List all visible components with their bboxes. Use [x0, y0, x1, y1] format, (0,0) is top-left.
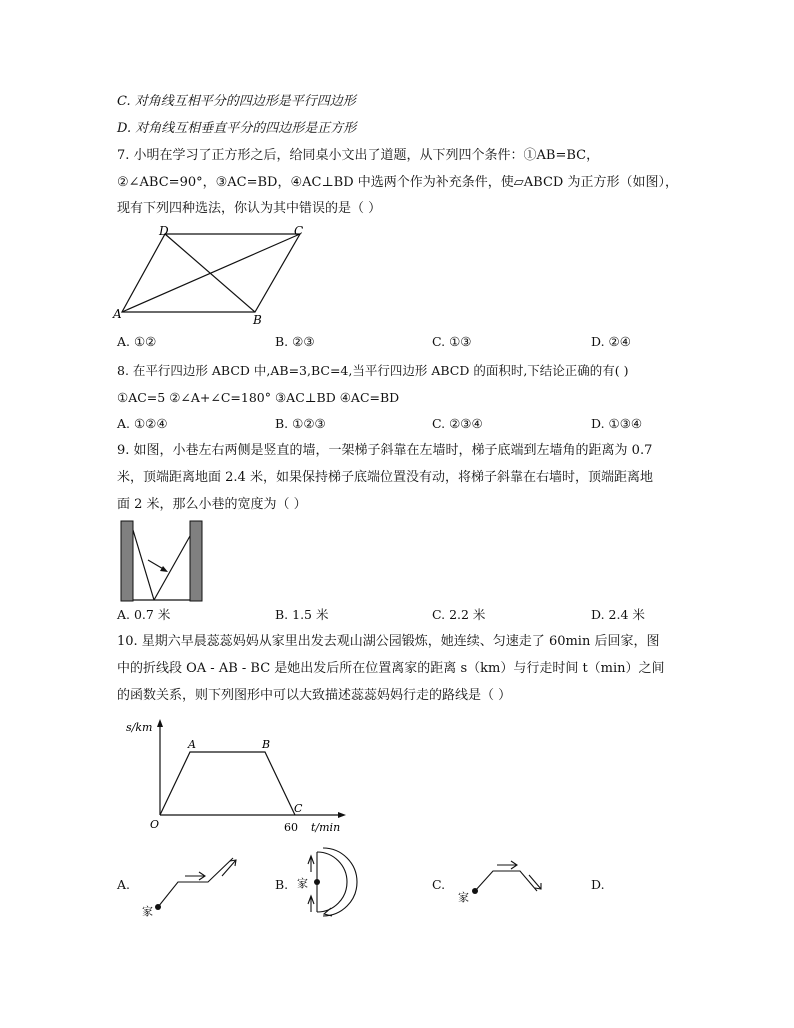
- right-wall: [190, 521, 202, 601]
- q9-line-2: 米，顶端距离地面 2.4 米，如果保持梯子底端位置没有动，将梯子斜靠在右墙时，顶端距离地: [117, 470, 653, 485]
- parallelogram-figure: [110, 222, 320, 332]
- vertex-label-b: B: [253, 313, 262, 327]
- y-axis-arrow-icon: [157, 719, 163, 727]
- route-c-figure: [455, 855, 550, 905]
- point-label-c: C: [294, 802, 303, 815]
- q10-option-a: A.: [117, 877, 131, 892]
- y-axis-label: s/km: [126, 721, 153, 734]
- q10-option-d: D.: [591, 877, 605, 892]
- q7-option-a: A. ①②: [117, 334, 157, 349]
- origin-label: O: [150, 818, 160, 831]
- q7-line-1: 7. 小明在学习了正方形之后，给同桌小文出了道题，从下列四个条件：①AB=BC，: [117, 148, 600, 163]
- vertex-label-d: D: [159, 224, 169, 238]
- home-label-b: 家: [297, 877, 308, 890]
- q7-option-d: D. ②④: [591, 334, 631, 349]
- q8-option-a: A. ①②④: [117, 416, 168, 431]
- x-axis-label: t/min: [311, 821, 341, 834]
- q10-line-2: 中的折线段 OA - AB - BC 是她出发后所在位置离家的距离 s（km）与行走时间 t（min）之间: [117, 661, 665, 676]
- vertex-label-a: A: [113, 307, 122, 321]
- point-label-a: A: [188, 738, 196, 751]
- home-label-c: 家: [458, 891, 469, 904]
- q8-option-c: C. ②③④: [432, 416, 483, 431]
- diagonal-bd: [165, 234, 255, 312]
- q10-line-3: 的函数关系，则下列图形中可以大致描述蕊蕊妈妈行走的路线是（ ）: [117, 688, 512, 703]
- arrow-head-icon: [160, 566, 168, 572]
- point-label-b: B: [262, 738, 271, 751]
- left-wall: [121, 521, 133, 601]
- q8-line-1: 8. 在平行四边形 ABCD 中,AB=3,BC=4,当平行四边形 ABCD 的面积时,下结论正确的有( ): [117, 363, 629, 378]
- tick-label-60: 60: [284, 821, 298, 834]
- route-c-path: [475, 871, 537, 891]
- q7-option-c: C. ①③: [432, 334, 472, 349]
- q7-option-b: B. ②③: [275, 334, 315, 349]
- q9-line-3: 面 2 米，那么小巷的宽度为（ ）: [117, 497, 307, 512]
- route-b-figure: [293, 846, 363, 916]
- q10-line-1: 10. 星期六早晨蕊蕊妈妈从家里出发去观山湖公园锻炼，她连续、匀速走了 60min 后回家，图: [117, 634, 660, 649]
- q7-line-3: 现有下列四种选法，你认为其中错误的是（ ）: [117, 201, 382, 216]
- q6-option-c: C. 对角线互相平分的四边形是平行四边形: [117, 94, 356, 109]
- route-a-path: [158, 858, 233, 907]
- q10-option-b: B.: [275, 877, 289, 892]
- q6-option-d: D. 对角线互相垂直平分的四边形是正方形: [117, 121, 357, 136]
- diagonal-ac: [122, 234, 300, 312]
- q8-option-d: D. ①③④: [591, 416, 643, 431]
- vertex-label-c: C: [294, 224, 304, 238]
- ladder-left: [133, 530, 154, 600]
- x-axis-arrow-icon: [338, 812, 346, 818]
- graph-polyline-oabc: [160, 752, 295, 815]
- q9-option-d: D. 2.4 米: [591, 607, 645, 622]
- q10-option-c: C.: [432, 877, 446, 892]
- distance-time-graph: [120, 715, 360, 840]
- route-b-arc: [317, 852, 347, 912]
- q7-line-2: ②∠ABC=90°，③AC=BD，④AC⊥BD 中选两个作为补充条件，使▱ABCD 为正方形（如图），: [117, 175, 678, 190]
- alley-ladder-figure: [118, 518, 213, 604]
- ladder-right: [154, 536, 190, 600]
- q8-line-2: ①AC=5 ②∠A+∠C=180° ③AC⊥BD ④AC=BD: [117, 390, 400, 405]
- route-b-outer-arc: [323, 848, 357, 916]
- home-label-a: 家: [142, 905, 153, 918]
- q8-option-b: B. ①②③: [275, 416, 326, 431]
- route-a-figure: [140, 850, 245, 920]
- q9-line-1: 9. 如图，小巷左右两侧是竖直的墙，一架梯子斜靠在左墙时，梯子底端到左墙角的距离为 0.7: [117, 443, 653, 458]
- route-c-arrow2-shaft: [529, 875, 541, 889]
- q9-option-c: C. 2.2 米: [432, 607, 486, 622]
- q9-option-b: B. 1.5 米: [275, 607, 329, 622]
- q9-option-a: A. 0.7 米: [117, 607, 171, 622]
